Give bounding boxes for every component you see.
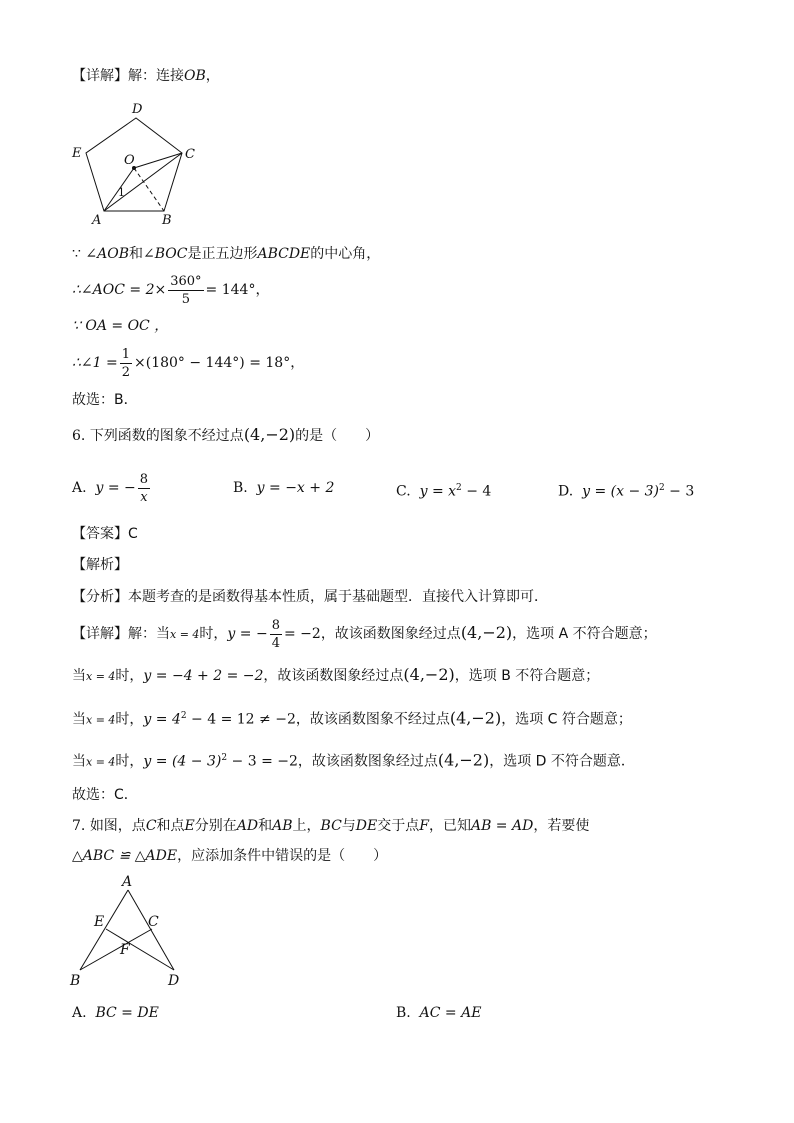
q5-therefore-1: ∴∠AOC = 2× $\frac{360^\circ}{5}$ = 144°， xyxy=(72,273,270,307)
q6-detail-3: 当x = 4时，$y = 4^2 - 4 = 12 \ne -2$，故该函数图象不经过点(4,−2)，选项 C 符合题意； xyxy=(72,708,632,728)
fraction-360-5: $\frac{360^\circ}{5}$ xyxy=(170,273,202,307)
fraction-8-4: $\frac{8}{4}$ xyxy=(271,617,280,651)
label-b: B xyxy=(162,213,172,228)
q6-analysis-label: 【解析】 xyxy=(72,557,128,573)
q7-stem-line-1: 7. 如图，点C和点E分别在AD和AB上，BC与DE交于点F，已知AB = AD，若要使 xyxy=(72,818,590,834)
q6-option-a: A. y = − $\frac{8}{x}$ xyxy=(72,471,149,505)
detail-label: 【详解】 xyxy=(72,68,128,84)
label-e: E xyxy=(94,914,105,930)
label-o: O xyxy=(124,153,135,168)
q7-option-b: B. AC = AE xyxy=(396,1005,482,1021)
q5-because-2: ∵ OA = OC ， xyxy=(72,318,169,334)
q6-choose: 故选：C． xyxy=(72,787,138,803)
q6-stem: 6. 下列函数的图象不经过点(4,−2)的是（ ） xyxy=(72,425,380,444)
q5-choose: 故选：B． xyxy=(72,392,138,408)
q6-option-c: C. $y = x^2 - 4$ xyxy=(396,483,492,500)
label-1: 1 xyxy=(118,186,125,199)
label-b: B xyxy=(70,973,81,989)
label-a: A xyxy=(122,874,133,890)
segment-ac xyxy=(104,153,182,211)
q6-option-d: D. $y = (x - 3)^2 - 3$ xyxy=(558,483,695,500)
q6-detail-2: 当x = 4时，y = −4 + 2 = −2，故该函数图象经过点(4,−2)，选项 B 不符合题意； xyxy=(72,665,600,684)
pentagon-figure xyxy=(66,98,206,230)
label-d: D xyxy=(132,102,143,117)
label-d: D xyxy=(168,973,180,989)
fraction-8-x: $\frac{8}{x}$ xyxy=(139,471,149,505)
q6-option-b: B. y = −x + 2 xyxy=(233,480,335,496)
label-c: C xyxy=(148,914,159,930)
q5-therefore-2: ∴∠1 = $\frac{1}{2}$ ×(180° − 144°) = 18°， xyxy=(72,346,305,380)
fraction-1-2: $\frac{1}{2}$ xyxy=(121,346,131,380)
segment-ob-dashed xyxy=(134,168,164,211)
triangles-figure xyxy=(66,872,196,992)
q5-detail-line: 【详解】解：连接OB， xyxy=(72,68,220,84)
q7-stem-line-2: △ABC ≌ △ADE，应添加条件中错误的是（ ） xyxy=(72,848,388,864)
label-a: A xyxy=(92,213,102,228)
q6-detail-1: 【详解】解：当x = 4时，y = − $\frac{8}{4}$ = −2，故该函数图象经过点(4,−2)，选项 A 不符合题意； xyxy=(72,617,657,651)
q6-answer: 【答案】C xyxy=(72,526,138,542)
label-e: E xyxy=(72,146,82,161)
segment-ab xyxy=(80,890,128,970)
label-c: C xyxy=(185,147,195,162)
segment-oc xyxy=(134,153,182,168)
q6-detail-4: 当x = 4时，$y = (4 - 3)^2 - 3 = -2$，故该函数图象经过点(4,−2)，选项 D 不符合题意． xyxy=(72,750,635,770)
label-f: F xyxy=(120,942,130,958)
q5-because-1: ∵ ∠AOB和∠BOC是正五边形ABCDE的中心角， xyxy=(72,246,381,262)
q6-fenxi: 【分析】本题考查的是函数得基本性质，属于基础题型．直接代入计算即可． xyxy=(72,589,548,605)
q7-option-a: A. BC = DE xyxy=(72,1005,159,1021)
